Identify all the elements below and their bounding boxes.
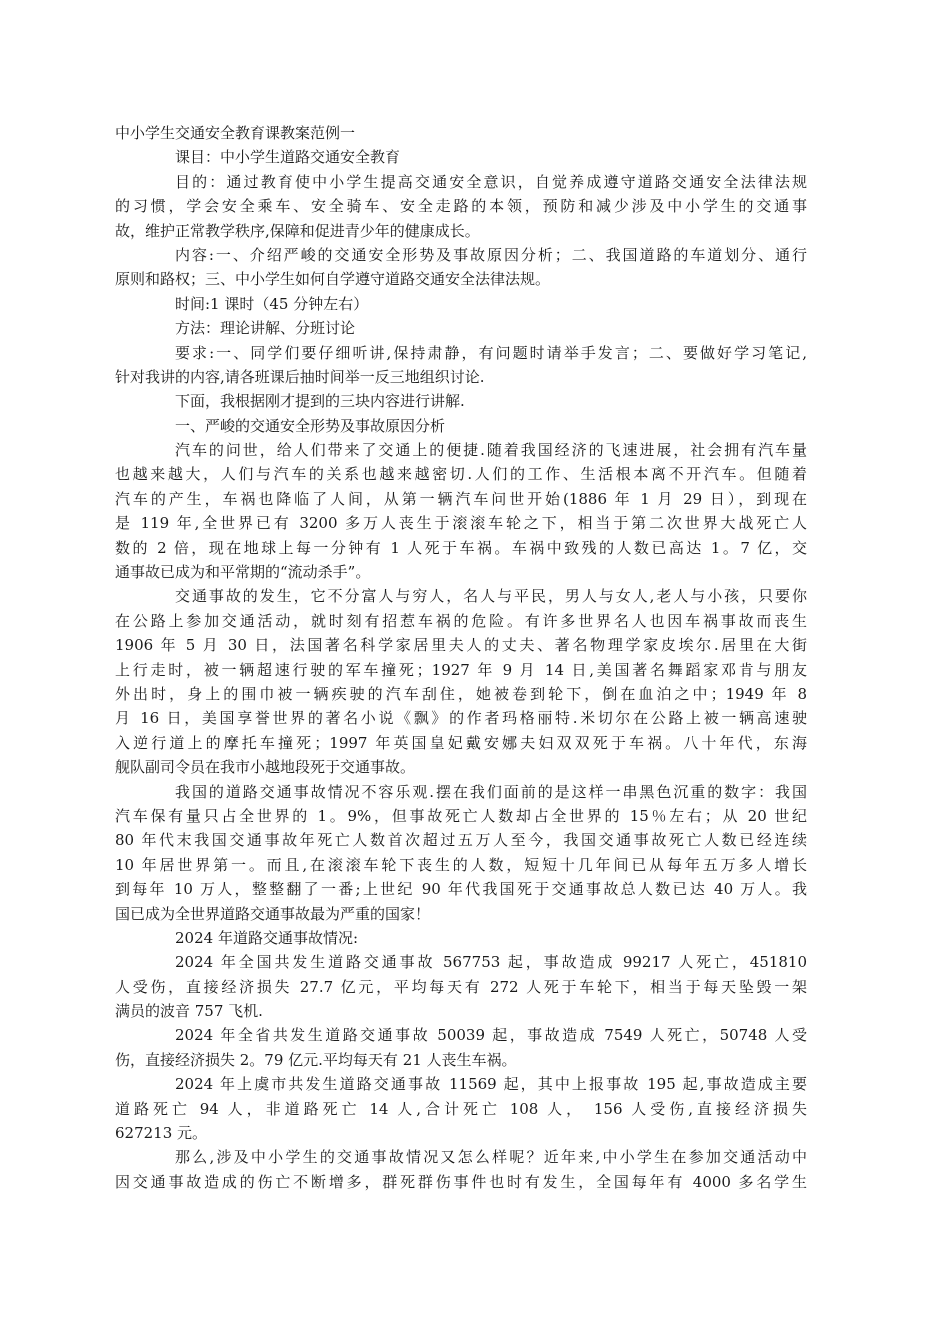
text-line: 道路死亡 94 人，非道路死亡 14 人,合计死亡 108 人， 156 人受伤,直接经济损失 [115,1099,807,1118]
text-line: 目的：通过教育使中小学生提高交通安全意识，自觉养成遵守道路交通安全法律法规 [175,172,807,191]
text-line: 国已成为全世界道路交通事故最为严重的国家！ [115,904,431,923]
text-line: 方法：理论讲解、分班讨论 [175,319,356,338]
text-line: 通事故已成为和平常期的“流动杀手”。 [115,563,371,582]
text-line: 人受伤，直接经济损失 27.7 亿元，平均每天有 272 人死于车轮下，相当于每天坠毁一架 [115,977,807,996]
text-line: 那么,涉及中小学生的交通事故情况又怎么样呢？近年来,中小学生在参加交通活动中 [175,1148,807,1167]
text-line: 时间:1 课时（45 分钟左右） [175,294,369,313]
text-line: 2024 年全国共发生道路交通事故 567753 起，事故造成 99217 人死亡，451810 [175,953,807,972]
text-line: 汽车的产生，车祸也降临了人间，从第一辆汽车问世开始(1886 年 1 月 29 日），到现在 [115,489,807,508]
text-line: 交通事故的发生，它不分富人与穷人，名人与平民，男人与女人,老人与小孩，只要你 [175,587,807,606]
text-line: 2024 年道路交通事故情况: [175,928,358,947]
text-line: 2024 年全省共发生道路交通事故 50039 起，事故造成 7549 人死亡，50748 人受 [175,1026,807,1045]
text-line: 舰队副司令员在我市小越地段死于交通事故。 [115,758,416,777]
text-line: 伤，直接经济损失 2。79 亿元.平均每天有 21 人丧生车祸。 [115,1050,517,1069]
text-line: 满员的波音 757 飞机. [115,1002,263,1021]
text-line: 10 年居世界第一。而且,在滚滚车轮下丧生的人数，短短十几年间已从每年五万多人增长 [115,855,807,874]
text-line: 627213 元。 [115,1124,208,1143]
text-line: 我国的道路交通事故情况不容乐观.摆在我们面前的是这样一串黑色沉重的数字：我国 [175,782,807,801]
text-line: 1906 年 5 月 30 日，法国著名科学家居里夫人的丈夫、著名物理学家皮埃尔.居里在大街 [115,636,807,655]
document-title: 中小学生交通安全教育课教案范例一 [115,124,356,142]
text-line: 上行走时，被一辆超速行驶的军车撞死；1927 年 9 月 14 日,美国著名舞蹈家邓肯与朋友 [115,660,807,679]
text-line: 到每年 10 万人，整整翻了一番;上世纪 90 年代我国死于交通事故总人数已达 40 万人。我 [115,880,807,899]
text-line: 汽车保有量只占全世界的 1。9%，但事故死亡人数却占全世界的 15％左右；从 20 世纪 [115,806,807,825]
text-line: 外出时，身上的围巾被一辆疾驶的汽车刮住，她被卷到轮下，倒在血泊之中；1949 年 8 [115,684,807,703]
text-line: 的习惯，学会安全乘车、安全骑车、安全走路的本领，预防和减少涉及中小学生的交通事 [115,197,807,216]
text-line: 数的 2 倍，现在地球上每一分钟有 1 人死于车祸。车祸中致残的人数已高达 1。7 亿，交 [115,538,807,557]
document-body [115,145,807,1194]
text-line: 月 16 日，美国享誉世界的著名小说《飘》的作者玛格丽特.米切尔在公路上被一辆高速驶 [115,709,807,728]
text-line: 要求:一、同学们要仔细听讲,保持肃静，有问题时请举手发言；二、要做好学习笔记, [175,343,807,362]
text-line: 针对我讲的内容,请各班课后抽时间举一反三地组织讨论. [115,367,485,386]
text-line: 是 119 年,全世界已有 3200 多万人丧生于滚滚车轮之下，相当于第二次世界大战死亡人 [115,514,807,533]
text-line: 80 年代末我国交通事故年死亡人数首次超过五万人至今，我国交通事故死亡人数已经连续 [115,831,807,850]
text-line: 课目：中小学生道路交通安全教育 [175,148,401,167]
text-line: 2024 年上虞市共发生道路交通事故 11569 起，其中上报事故 195 起,事故造成主要 [175,1075,807,1094]
text-line: 故，维护正常教学秩序,保障和促进青少年的健康成长。 [115,221,480,240]
text-line: 入逆行道上的摩托车撞死；1997 年英国皇妃戴安娜夫妇双双死于车祸。八十年代，东海 [115,733,807,752]
text-line: 下面，我根据刚才提到的三块内容进行讲解. [175,392,465,411]
document-page [115,121,807,1194]
text-line: 内容:一、介绍严峻的交通安全形势及事故原因分析；二、我国道路的车道划分、通行 [175,245,807,264]
text-line: 也越来越大，人们与汽车的关系也越来越密切.人们的工作、生活根本离不开汽车。但随着 [115,465,807,484]
text-line: 一、严峻的交通安全形势及事故原因分析 [175,416,446,435]
text-line: 因交通事故造成的伤亡不断增多，群死群伤事件也时有发生，全国每年有 4000 多名学生 [115,1172,807,1191]
text-line: 在公路上参加交通活动，就时刻有招惹车祸的危险。有许多世界名人也因车祸事故而丧生 [115,611,807,630]
text-line: 汽车的问世，给人们带来了交通上的便捷.随着我国经济的飞速进展，社会拥有汽车量 [175,441,807,460]
text-line: 原则和路权；三、中小学生如何自学遵守道路交通安全法律法规。 [115,270,551,289]
